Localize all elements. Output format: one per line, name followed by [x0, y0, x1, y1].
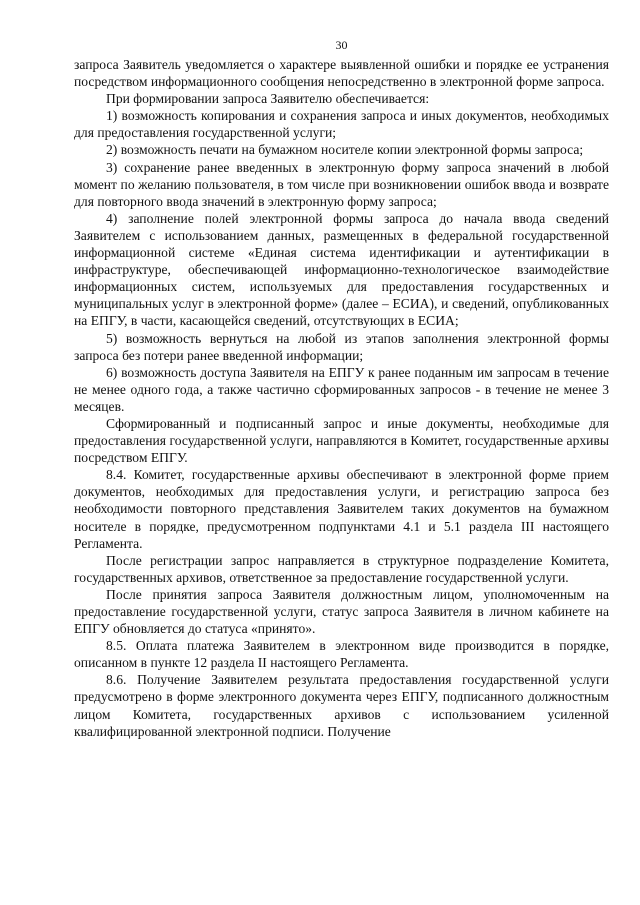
paragraph-8-5: 8.5. Оплата платежа Заявителем в электронном виде производится в порядке, описанном в пункте 12 раздела II настоящего Регламента.	[74, 638, 609, 671]
paragraph-8-4: 8.4. Комитет, государственные архивы обеспечивают в электронной форме прием документов, необходимых для предоставления услуги, и регистрацию запроса без необходимости повторного представления Заявителем таких документов на бумажном носителе в порядке, предусмотренном подпунктами 4.1 и 5.1 раздела III настоящего Регламента.	[74, 467, 609, 551]
list-item-1: 1) возможность копирования и сохранения запроса и иных документов, необходимых для предоставления государственной услуги;	[74, 108, 609, 141]
paragraph-8-6: 8.6. Получение Заявителем результата предоставления государственной услуги предусмотрено в форме электронного документа через ЕПГУ, подписанного должностным лицом Комитета, государственных архивов с использованием усиленной квалифицированной электронной подписи. Получение	[74, 672, 609, 739]
paragraph-provisions-intro: При формировании запроса Заявителю обеспечивается:	[106, 91, 430, 107]
paragraph-after-acceptance: После принятия запроса Заявителя должностным лицом, уполномоченным на предоставление государственной услуги, статус запроса Заявителя в личном кабинете на ЕПГУ обновляется до статуса «принято».	[74, 586, 609, 637]
paragraph-after-registration: После регистрации запрос направляется в структурное подразделение Комитета, государственных архивов, ответственное за предоставление государственной услуги.	[74, 552, 609, 585]
list-item-6: 6) возможность доступа Заявителя на ЕПГУ к ранее поданным им запросам в течение не менее одного года, а также частично сформированных запросов - в течение не менее 3 месяцев.	[74, 364, 609, 414]
list-item-3: 3) сохранение ранее введенных в электронную форму запроса значений в любой момент по желанию пользователя, в том числе при возникновении ошибок ввода и возврате для повторного ввода значений в электронную форму запроса;	[74, 159, 609, 209]
paragraph-continuation: запроса Заявитель уведомляется о характере выявленной ошибки и порядке ее устранения посредством информационного сообщения непосредственно в электронной форме запроса.	[74, 57, 609, 90]
paragraph-submission: Сформированный и подписанный запрос и иные документы, необходимые для предоставления государственной услуги, направляются в Комитет, государственные архивы посредством ЕПГУ.	[74, 415, 609, 466]
list-item-4: 4) заполнение полей электронной формы запроса до начала ввода сведений Заявителем с использованием данных, размещенных в федеральной государственной информационной системе «Единая система идентификации и аутентификации в инфраструктуре, обеспечивающей информационно-технологическое взаимодействие информационных систем, используемых для предоставления государственных и муниципальных услуг в электронной форме» (далее – ЕСИА), и сведений, опубликованных на ЕПГУ, в части, касающейся сведений, отсутствующих в ЕСИА;	[74, 210, 609, 329]
list-item-2: 2) возможность печати на бумажном носителе копии электронной формы запроса;	[106, 142, 584, 158]
page-number: 30	[335, 38, 348, 52]
list-item-5: 5) возможность вернуться на любой из этапов заполнения электронной формы запроса без потери ранее введенной информации;	[74, 330, 609, 363]
